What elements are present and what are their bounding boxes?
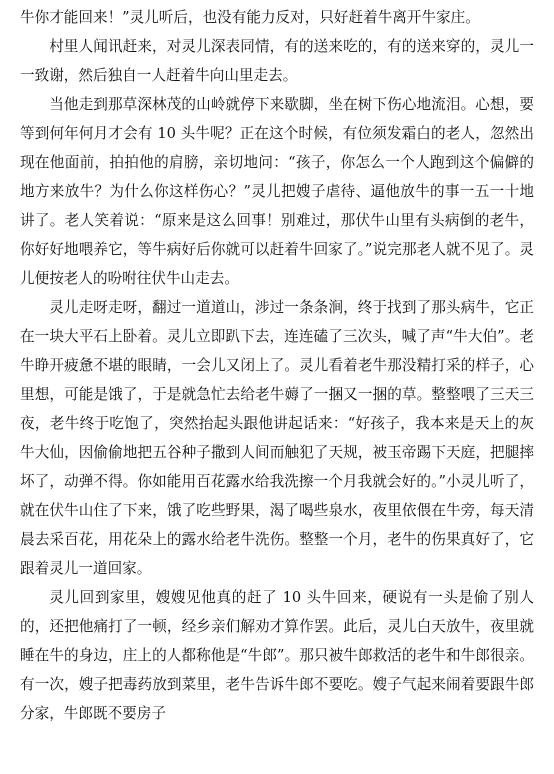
paragraph-2: 村里人闻讯赶来，对灵儿深表同情，有的送来吃的，有的送来穿的，灵儿一一致谢，然后独自一人赶着牛向山里走去。 (20, 38, 534, 84)
paragraph-5: 灵儿回到家里，嫂嫂见他真的赶了 10 头牛回来，硬说有一头是偷了别人的，还把他痛打了一顿，经乡亲们解劝才算作罢。此后，灵儿白天放牛，夜里就睡在牛的身边，庄上的人都称他是“牛郎”。那只被牛郎救活的老牛和牛郎很亲。有一次，嫂子把毒药放到菜里，老牛告诉牛郎不要吃。嫂子气起来闹着要跟牛郎分家，牛郎既不要房子 (20, 589, 534, 722)
paragraph-4: 灵儿走呀走呀，翻过一道道山，涉过一条条涧，终于找到了那头病牛，它正在一块大平石上卧着。灵儿立即趴下去，连连磕了三次头，喊了声“牛大伯”。老牛睁开疲惫不堪的眼睛，一会儿又闭上了。灵儿看着老牛那没精打采的样子，心里想，可能是饿了，于是就急忙去给老牛薅了一捆又一捆的草。整整喂了三天三夜，老牛终于吃饱了，突然抬起头跟他讲起话来：“好孩子，我本来是天上的灰牛大仙，因偷偷地把五谷种子撒到人间而触犯了天规，被玉帝踢下天庭，把腿摔坏了，动弹不得。你如能用百花露水给我洗擦一个月我就会好的。”小灵儿听了，就在伏牛山住了下来，饿了吃些野果，渴了喝些泉水，夜里依偎在牛旁，每天清晨去采百花，用花朵上的露水给老牛洗伤。整整一个月，老牛的伤果真好了，它跟着灵儿一道回家。 (20, 299, 534, 577)
paragraph-3: 当他走到那草深林茂的山岭就停下来歇脚，坐在树下伤心地流泪。心想，要等到何年何月才会有 10 头牛呢？正在这个时候，有位须发霜白的老人，忽然出现在他面前，拍拍他的肩膀，亲切地问：“孩子，你怎么一个人跑到这个偏僻的地方来放牛？为什么你这样伤心？”灵儿把嫂子虐待、逼他放牛的事一五一十地讲了。老人笑着说：“原来是这么回事！别难过，那伏牛山里有头病倒的老牛，你好好地喂养它，等牛病好后你就可以赶着牛回家了。”说完那老人就不见了。灵儿便按老人的吩咐往伏牛山走去。 (20, 96, 534, 287)
paragraph-1: 牛你才能回来！”灵儿听后，也没有能力反对，只好赶着牛离开牛家庄。 (20, 9, 480, 26)
